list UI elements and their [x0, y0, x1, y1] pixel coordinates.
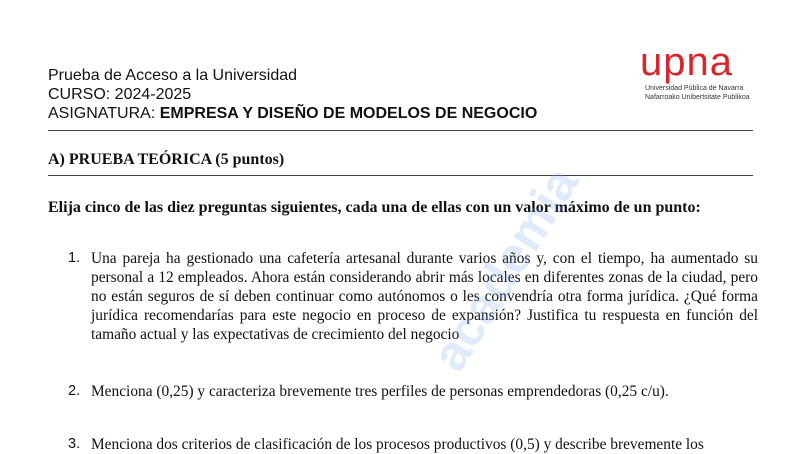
logo-wordmark: upna: [640, 40, 733, 84]
course-year: CURSO: 2024-2025: [48, 86, 192, 103]
question-number: 2.: [68, 383, 81, 399]
question-number: 3.: [68, 436, 81, 452]
logo-subtitle-es: Universidad Pública de Navarra: [645, 85, 744, 92]
header-divider: [48, 130, 753, 131]
subject-label: ASIGNATURA:: [48, 105, 160, 122]
section-divider: [48, 175, 753, 176]
section-title: A) PRUEBA TEÓRICA (5 puntos): [48, 151, 285, 168]
subject-name: EMPRESA Y DISEÑO DE MODELOS DE NEGOCIO: [159, 105, 538, 122]
logo-subtitle-eu: Nafarroako Unibertsitate Publikoa: [645, 94, 750, 101]
question-text: Una pareja ha gestionado una cafetería artesanal durante varios años y, con el tiempo, ha aumentado su personal a 12 empleados. Ahora están considerando abrir más locales en diferentes zonas de la ciudad, pero no están seguros de sí deben continuar como autónomos o les convendría otra forma jurídica. ¿Qué forma jurídica recomendarías para este negocio en proceso de expansión? Justifica tu respuesta en función del tamaño actual y las expectativas de crecimiento del negocio: [91, 250, 758, 343]
document-header: [48, 66, 537, 123]
question-number: 1.: [68, 250, 81, 266]
question-text: Menciona dos criterios de clasificación de los procesos productivos (0,5) y describe brevemente los: [91, 436, 704, 453]
exam-name: Prueba de Acceso a la Universidad: [48, 67, 298, 84]
upna-logo: [640, 40, 780, 102]
instructions: Elija cinco de las diez preguntas siguientes, cada una de ellas con un valor máximo de un punto:: [48, 199, 701, 216]
watermark: academia: [420, 157, 590, 381]
question-text: Menciona (0,25) y caracteriza brevemente tres perfiles de personas emprendedoras (0,25 c/u).: [91, 383, 669, 400]
subject-line: [48, 104, 537, 123]
